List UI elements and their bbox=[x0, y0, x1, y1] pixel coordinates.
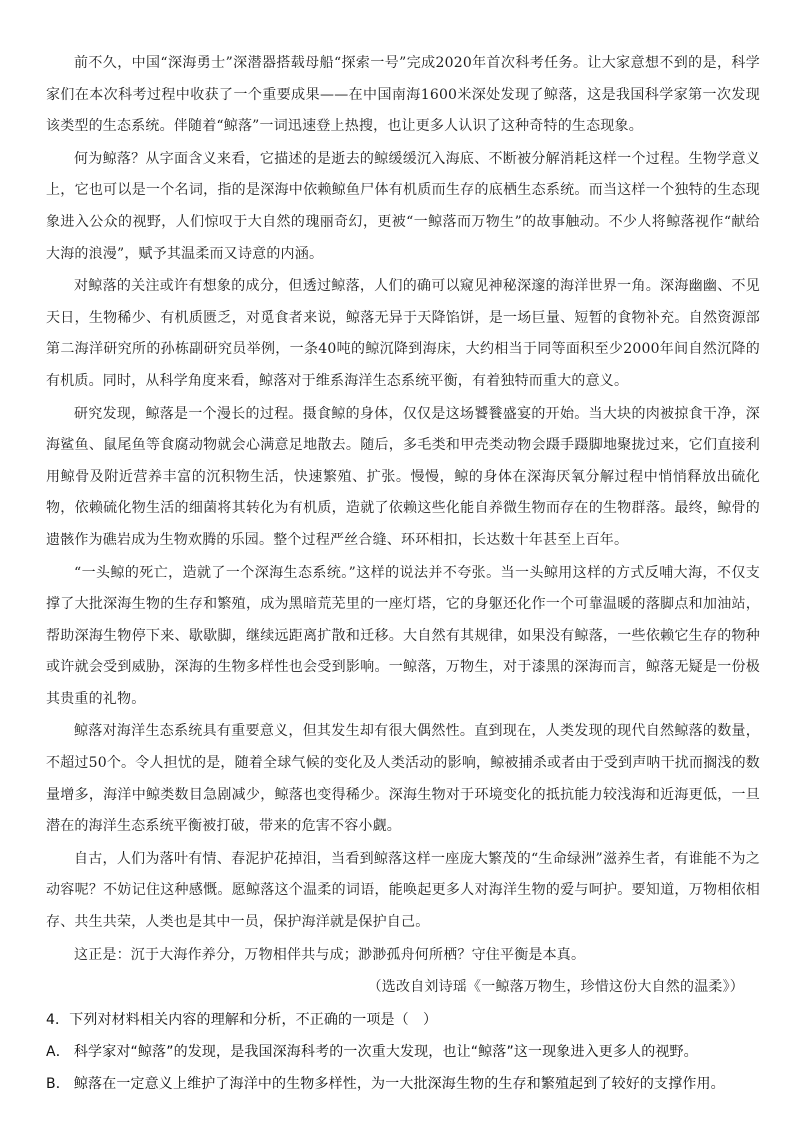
paragraph-2: 何为鲸落？从字面含义来看，它描述的是逝去的鲸缓缓沉入海底、不断被分解消耗这样一个过程。生物学意义上，它也可以是一个名词，指的是深海中依赖鲸鱼尸体有机质而生存的底栖生态系统。而当这样一个独特的生态现象进入公众的视野，人们惊叹于大自然的瑰丽奇幻，更被“一鲸落而万物生”的故事触动。不少人将鲸落视作“献给大海的浪漫”，赋予其温柔而又诗意的内涵。 bbox=[46, 150, 760, 262]
paragraph-6: 鲸落对海洋生态系统具有重要意义，但其发生却有很大偶然性。直到现在，人类发现的现代自然鲸落的数量，不超过50个。令人担忧的是，随着全球气候的变化及人类活动的影响，鲸被捕杀或者由于受到声呐干扰而搁浅的数量增多，海洋中鲸类数目急剧减少，鲸落也变得稀少。深海生物对于环境变化的抵抗能力较浅海和近海更低，一旦潜在的海洋生态系统平衡被打破，带来的危害不容小觑。 bbox=[46, 723, 761, 835]
option-b[interactable] bbox=[46, 1068, 760, 1100]
paragraph-3: 对鲸落的关注或许有想象的成分，但透过鲸落，人们的确可以窥见神秘深邃的海洋世界一角。深海幽幽、不见天日，生物稀少、有机质匮乏，对觅食者来说，鲸落无异于天降馅饼，是一场巨量、短暂的食物补充。自然资源部第二海洋研究所的孙栋副研究员举例，一条40吨的鲸沉降到海床，大约相当于同等面积至少2000年间自然沉降的有机质。同时，从科学角度来看，鲸落对于维系海洋生态系统平衡，有着独特而重大的意义。 bbox=[46, 278, 760, 389]
question-stem: 4．下列对材料相关内容的理解和分析，不正确的一项是（ ） bbox=[46, 1012, 438, 1029]
paragraph-8: 这正是：沉于大海作养分，万物相伴共与成；渺渺孤舟何所栖？守住平衡是本真。 bbox=[74, 946, 586, 963]
paragraph-4: 研究发现，鲸落是一个漫长的过程。摄食鲸的身体，仅仅是这场饕餮盛宴的开始。当大块的肉被掠食干净，深海鲨鱼、鼠尾鱼等食腐动物就会心满意足地散去。随后，多毛类和甲壳类动物会蹑手蹑脚地聚拢过来，它们直接利用鲸骨及附近营养丰富的沉积物生活，快速繁殖、扩张。慢慢，鲸的身体在深海厌氧分解过程中悄悄释放出硫化物，依赖硫化物生活的细菌将其转化为有机质，造就了依赖这些化能自养微生物而存在的生物群落。最终，鲸骨的遗骸作为礁岩成为生物欢腾的乐园。整个过程严丝合缝、环环相扣，长达数十年甚至上百年。 bbox=[46, 405, 760, 548]
paragraph-1: 前不久，中国“深海勇士”深潜器搭载母船“探索一号”完成2020年首次科考任务。让大家意想不到的是，科学家们在本次科考过程中收获了一个重要成果——在中国南海1600米深处发现了鲸落，这是我国科学家第一次发现该类型的生态系统。伴随着“鲸落”一词迅速登上热搜，也让更多人认识了这种奇特的生态现象。 bbox=[46, 55, 760, 135]
option-text: 鲸落在一定意义上维护了海洋中的生物多样性，为一大批深海生物的生存和繁殖起到了较好的支撑作用。 bbox=[73, 1076, 725, 1093]
option-text: 科学家对“鲸落”的发现，是我国深海科考的一次重大发现，也让“鲸落”这一现象进入更多人的视野。 bbox=[73, 1044, 698, 1061]
exam-page bbox=[46, 48, 760, 1100]
source-citation: （选改自刘诗瑶《一鲸落万物生，珍惜这份大自然的温柔》） bbox=[367, 979, 744, 996]
question-4 bbox=[46, 1004, 760, 1100]
paragraph-5: “一头鲸的死亡，造就了一个深海生态系统。”这样的说法并不夸张。当一头鲸用这样的方式反哺大海，不仅支撑了大批深海生物的生存和繁殖，成为黑暗荒芜里的一座灯塔，它的身躯还化作一个可靠温暖的落脚点和加油站，帮助深海生物停下来、歇歇脚，继续远距离扩散和迁移。大自然有其规律，如果没有鲸落，一些依赖它生存的物种或许就会受到威胁，深海的生物多样性也会受到影响。一鲸落，万物生，对于漆黑的深海而言，鲸落无疑是一份极其贵重的礼物。 bbox=[46, 564, 760, 707]
option-label: B． bbox=[46, 1076, 70, 1093]
option-label: A． bbox=[46, 1044, 70, 1061]
paragraph-7: 自古，人们为落叶有情、春泥护花掉泪，当看到鲸落这样一座庞大繁茂的“生命绿洲”滋养生者，有谁能不为之动容呢？不妨记住这种感慨。愿鲸落这个温柔的词语，能唤起更多人对海洋生物的爱与呵护。要知道，万物相依相存、共生共荣，人类也是其中一员，保护海洋就是保护自己。 bbox=[46, 850, 760, 931]
option-a[interactable] bbox=[46, 1036, 760, 1068]
reading-passage bbox=[46, 48, 760, 1002]
